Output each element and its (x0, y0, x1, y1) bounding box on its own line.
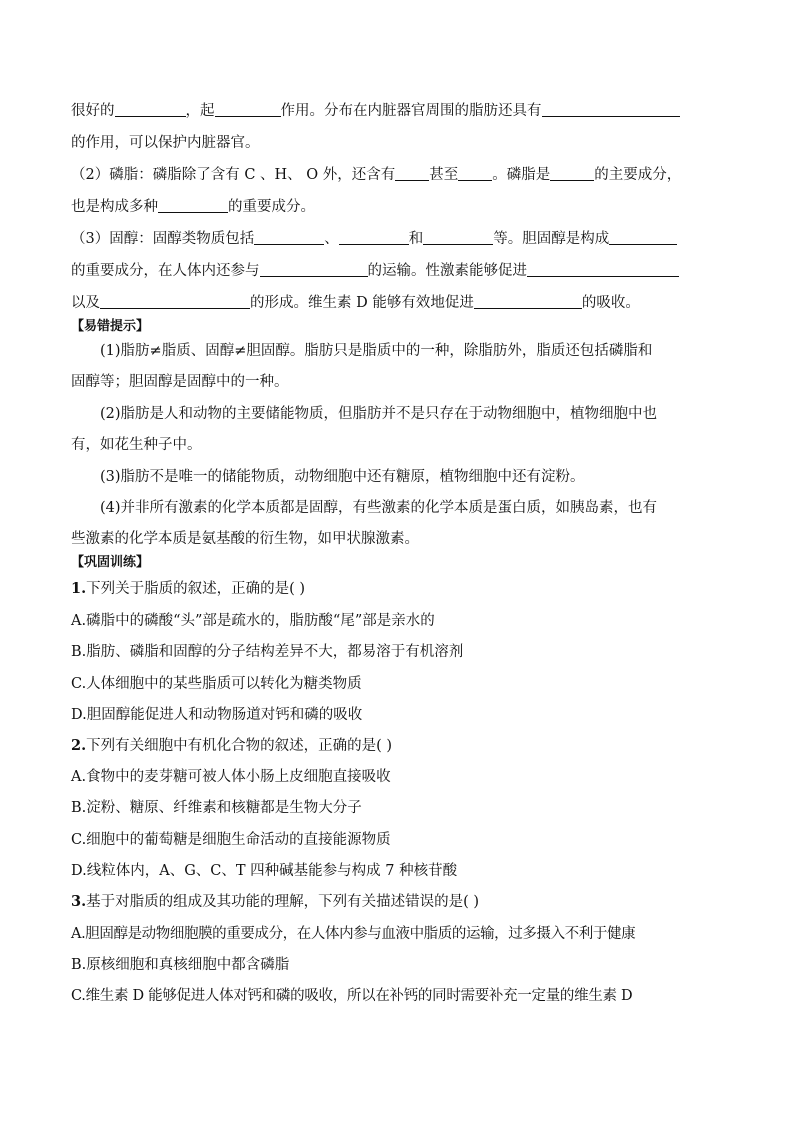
text: 作用。分布在内脏器官周围的脂肪还具有 (280, 103, 542, 119)
text: 、 (324, 231, 339, 247)
text: ，起 (185, 103, 215, 119)
text: 的运输。性激素能够促进 (367, 263, 527, 279)
text: 下列关于脂质的叙述，正确的是( ) (86, 581, 306, 597)
text: （3）固醇：固醇类物质包括 (71, 231, 255, 247)
fill-blank[interactable] (458, 165, 492, 181)
text: 等。胆固醇是构成 (493, 231, 610, 247)
text: 下列有关细胞中有机化合物的叙述，正确的是( ) (86, 738, 393, 754)
question-2-option-d[interactable]: D.线粒体内，A、G、C、T 四种碱基能参与构成 7 种核苷酸 (71, 863, 458, 879)
text: 的吸收。 (581, 295, 640, 311)
question-1-option-a[interactable]: A.磷脂中的磷酸“头”部是疏水的，脂肪酸“尾”部是亲水的 (71, 613, 435, 629)
text: （2）磷脂：磷脂除了含有 C 、H、 O 外，还含有 (71, 167, 396, 183)
para3-line3 (71, 293, 724, 313)
fill-blank[interactable] (254, 229, 324, 245)
tip-line: 固醇等；胆固醇是固醇中的一种。 (71, 374, 289, 390)
question-3-option-a[interactable]: A.胆固醇是动物细胞膜的重要成分，在人体内参与血液中脂质的运输，过多摄入不利于健康 (71, 926, 636, 942)
para2-line2 (71, 197, 724, 217)
question-number: 3. (71, 893, 87, 910)
question-1-option-b[interactable]: B.脂肪、磷脂和固醇的分子结构差异不大，都易溶于有机溶剂 (71, 644, 464, 660)
question-1-stem (71, 579, 724, 599)
tip-line: (4)并非所有激素的化学本质都是固醇，有些激素的化学本质是蛋白质，如胰岛素，也有 (100, 500, 658, 516)
text: 基于对脂质的组成及其功能的理解，下列有关描述错误的是( ) (86, 894, 480, 910)
tip-line: 有，如花生种子中。 (71, 437, 202, 453)
tip-line: 些激素的化学本质是氨基酸的衍生物，如甲状腺激素。 (71, 531, 419, 547)
fill-blank[interactable] (339, 229, 409, 245)
text: 和 (408, 231, 424, 247)
para1-line2 (71, 133, 724, 153)
question-1-option-d[interactable]: D.胆固醇能促进人和动物肠道对钙和磷的吸收 (71, 707, 363, 723)
tip-line: (2)脂肪是人和动物的主要储能物质，但脂肪并不是只存在于动物细胞中，植物细胞中也 (100, 406, 658, 422)
text: 的重要成分，在人体内还参与 (71, 263, 260, 279)
exercise-heading: 【巩固训练】 (71, 555, 150, 570)
fill-blank[interactable] (115, 101, 186, 117)
para3-line2 (71, 261, 724, 281)
question-2-option-a[interactable]: A.食物中的麦芽糖可被人体小肠上皮细胞直接吸收 (71, 769, 391, 785)
fill-blank[interactable] (158, 197, 228, 213)
para1-line1 (71, 101, 724, 121)
question-number: 1. (71, 580, 87, 597)
question-number: 2. (71, 737, 87, 754)
para3-line1 (71, 229, 724, 249)
question-2-stem (71, 736, 724, 756)
fill-blank[interactable] (395, 165, 429, 181)
fill-blank[interactable] (100, 293, 250, 309)
question-3-option-b[interactable]: B.原核细胞和真核细胞中都含磷脂 (71, 957, 290, 973)
text: 的主要成分， (594, 167, 682, 183)
question-2-option-c[interactable]: C.细胞中的葡萄糖是细胞生命活动的直接能源物质 (71, 832, 391, 848)
question-1-option-c[interactable]: C.人体细胞中的某些脂质可以转化为糖类物质 (71, 676, 362, 692)
fill-blank[interactable] (260, 261, 368, 277)
text: 很好的 (71, 103, 115, 119)
question-3-stem (71, 892, 724, 912)
text: 。磷脂是 (492, 167, 551, 183)
fill-blank[interactable] (527, 261, 679, 277)
tip-line: (1)脂肪≠脂质、固醇≠胆固醇。脂肪只是脂质中的一种，除脂肪外，脂质还包括磷脂和 (100, 343, 653, 359)
text: 的重要成分。 (228, 199, 315, 215)
fill-blank[interactable] (423, 229, 493, 245)
fill-blank[interactable] (550, 165, 594, 181)
fill-blank[interactable] (609, 229, 677, 245)
tips-heading: 【易错提示】 (71, 319, 150, 334)
question-2-option-b[interactable]: B.淀粉、糖原、纤维素和核糖都是生物大分子 (71, 800, 362, 816)
tip-line: (3)脂肪不是唯一的储能物质，动物细胞中还有糖原，植物细胞中还有淀粉。 (100, 469, 585, 485)
text: 甚至 (429, 167, 459, 183)
para2-line1 (71, 165, 724, 185)
text: 的形成。维生素 D 能够有效地促进 (250, 295, 474, 311)
text: 以及 (71, 295, 100, 311)
text: 的作用，可以保护内脏器官。 (71, 135, 260, 151)
fill-blank[interactable] (542, 101, 680, 117)
text: 也是构成多种 (71, 199, 158, 215)
question-3-option-c[interactable]: C.维生素 D 能够促进人体对钙和磷的吸收，所以在补钙的同时需要补充一定量的维生素 D (71, 988, 633, 1004)
fill-blank[interactable] (474, 293, 582, 309)
fill-blank[interactable] (215, 101, 281, 117)
